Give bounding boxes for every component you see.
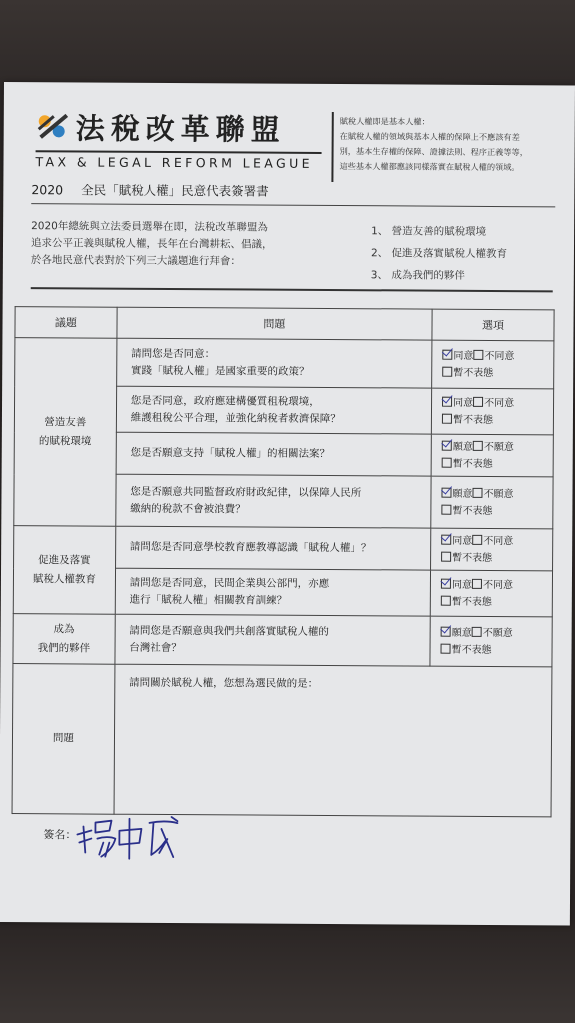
option-label: 不願意 <box>483 441 514 453</box>
option-label: 暫不表態 <box>452 414 494 426</box>
checkbox-icon[interactable] <box>442 366 452 376</box>
petition-document <box>0 82 575 925</box>
signature-label: 簽名： <box>43 828 77 842</box>
checkbox-icon[interactable] <box>473 487 483 497</box>
intro-paragraph <box>31 218 341 271</box>
checkbox-icon[interactable] <box>441 551 451 561</box>
option-label: 同意 <box>453 397 474 409</box>
header-topic: 議題 <box>15 307 117 339</box>
option-label: 同意 <box>451 579 473 591</box>
option-label: 同意 <box>452 535 473 547</box>
checkbox-icon[interactable] <box>472 534 482 544</box>
options-cell <box>431 528 553 571</box>
league-name: 法稅改革聯盟 <box>75 111 286 147</box>
option-label: 願意 <box>451 627 472 639</box>
issue-list <box>371 220 507 287</box>
document-title-text: 全民「賦稅人權」民意代表簽署書 <box>81 182 269 199</box>
option-label: 暫不表態 <box>452 505 493 517</box>
checkbox-icon[interactable] <box>441 626 451 636</box>
checkbox-icon[interactable] <box>441 504 451 514</box>
checkbox-icon[interactable] <box>442 487 452 497</box>
question-cell: 您是否願意支持「賦稅人權」的相關法案？ <box>116 432 432 476</box>
question-cell: 您是否同意，政府應建構優質租稅環境， 維護租稅公平合理，並強化納稅者救濟保障？ <box>116 386 432 434</box>
checkbox-icon[interactable] <box>442 413 452 423</box>
side-divider <box>331 112 333 182</box>
table-header-row <box>15 307 554 341</box>
options-cell <box>431 434 553 477</box>
options-cell <box>432 340 554 389</box>
option-label: 暫不表態 <box>453 367 494 379</box>
option-label: 不同意 <box>484 350 515 362</box>
option-label: 不同意 <box>484 397 515 409</box>
question-cell: 請問您是否願意與我們共創落實賦稅人權的 台灣社會？ <box>115 614 431 666</box>
option-label: 暫不表態 <box>451 596 492 608</box>
option-label: 不願意 <box>482 627 513 639</box>
header-question: 問題 <box>117 307 432 340</box>
survey-table <box>12 306 555 817</box>
side-note-line: 別，基本生存權的保障、證據法則、程序正義等等， <box>339 146 528 158</box>
intro-line: 追求公平正義與賦稅人權，長年在台灣耕耘、倡議， <box>30 237 273 251</box>
checkbox-icon[interactable] <box>441 578 451 588</box>
table-row <box>15 338 554 389</box>
checkbox-icon[interactable] <box>441 595 451 605</box>
checkbox-icon[interactable] <box>441 534 451 544</box>
header-options: 選項 <box>432 309 554 341</box>
checkbox-icon[interactable] <box>472 626 482 636</box>
checkbox-icon[interactable] <box>441 643 451 653</box>
question-cell: 請問您是否同意，民間企業與公部門，亦應 進行「賦稅人權」相關教育訓練？ <box>115 568 431 616</box>
option-label: 願意 <box>452 441 473 453</box>
options-cell <box>430 570 552 617</box>
free-question: 請問關於賦稅人權，您想為選民做的是： <box>129 676 319 690</box>
league-name-en: TAX & LEGAL REFORM LEAGUE <box>35 154 314 171</box>
title-divider <box>31 203 555 207</box>
section-divider <box>31 287 553 292</box>
option-label: 暫不表態 <box>451 644 492 656</box>
checkbox-icon[interactable] <box>473 349 483 359</box>
options-cell <box>431 476 553 529</box>
question-cell: 請問您是否同意： 實踐「賦稅人權」是國家重要的政策？ <box>116 338 432 388</box>
side-note-line: 賦稅人權即是基本人權： <box>339 116 430 127</box>
side-note-line: 這些基本人權都應該同樣落實在賦稅人權的領域。 <box>339 161 520 173</box>
option-label: 暫不表態 <box>452 458 493 470</box>
option-label: 同意 <box>453 350 474 362</box>
table-row <box>14 526 553 571</box>
checkbox-icon[interactable] <box>442 440 452 450</box>
free-answer-cell[interactable] <box>114 664 552 817</box>
desk-background-top <box>0 0 575 90</box>
intro-line: 於各地民意代表對於下列三大議題進行拜會： <box>30 254 241 268</box>
topic-cell: 問題 <box>12 664 115 815</box>
option-label: 不同意 <box>482 579 514 591</box>
options-cell <box>431 388 553 435</box>
option-label: 暫不表態 <box>452 552 493 564</box>
topic-cell: 成為 我們的夥伴 <box>13 614 115 665</box>
question-cell: 請問您是否同意學校教育應教導認識「賦稅人權」？ <box>115 526 431 570</box>
league-logo-icon <box>36 112 72 140</box>
checkbox-icon[interactable] <box>473 440 483 450</box>
question-cell: 您是否願意共同監督政府財政紀律，以保障人民所 繳納的稅款不會被浪費？ <box>116 474 432 528</box>
issue-item: 2、 促進及落實賦稅人權教育 <box>370 247 508 261</box>
handwritten-signature <box>73 808 183 865</box>
checkbox-icon[interactable] <box>442 349 452 359</box>
table-row <box>13 614 552 667</box>
checkbox-icon[interactable] <box>442 457 452 467</box>
checkbox-icon[interactable] <box>472 578 482 588</box>
checkbox-icon[interactable] <box>442 396 452 406</box>
checkbox-icon[interactable] <box>473 396 483 406</box>
side-note-line: 在賦稅人權的領域與基本人權的保障上不應該有差 <box>339 131 520 143</box>
topic-cell: 營造友善 的賦稅環境 <box>14 338 117 527</box>
option-label: 願意 <box>452 488 473 500</box>
table-row <box>12 664 552 817</box>
options-cell <box>430 616 552 667</box>
side-notes <box>339 114 571 175</box>
topic-cell: 促進及落實 賦稅人權教育 <box>13 526 115 615</box>
desk-background-bottom <box>0 920 575 1023</box>
document-title <box>31 180 268 199</box>
option-label: 不願意 <box>483 488 514 500</box>
issue-item: 3、 成為我們的夥伴 <box>370 269 465 282</box>
issue-item: 1、 營造友善的賦稅環境 <box>371 225 487 238</box>
logo-divider <box>36 150 322 154</box>
option-label: 不同意 <box>483 535 514 547</box>
document-year: 2020 <box>31 182 64 198</box>
intro-line: 2020年總統與立法委員選舉在即，法稅改革聯盟為 <box>31 220 268 234</box>
